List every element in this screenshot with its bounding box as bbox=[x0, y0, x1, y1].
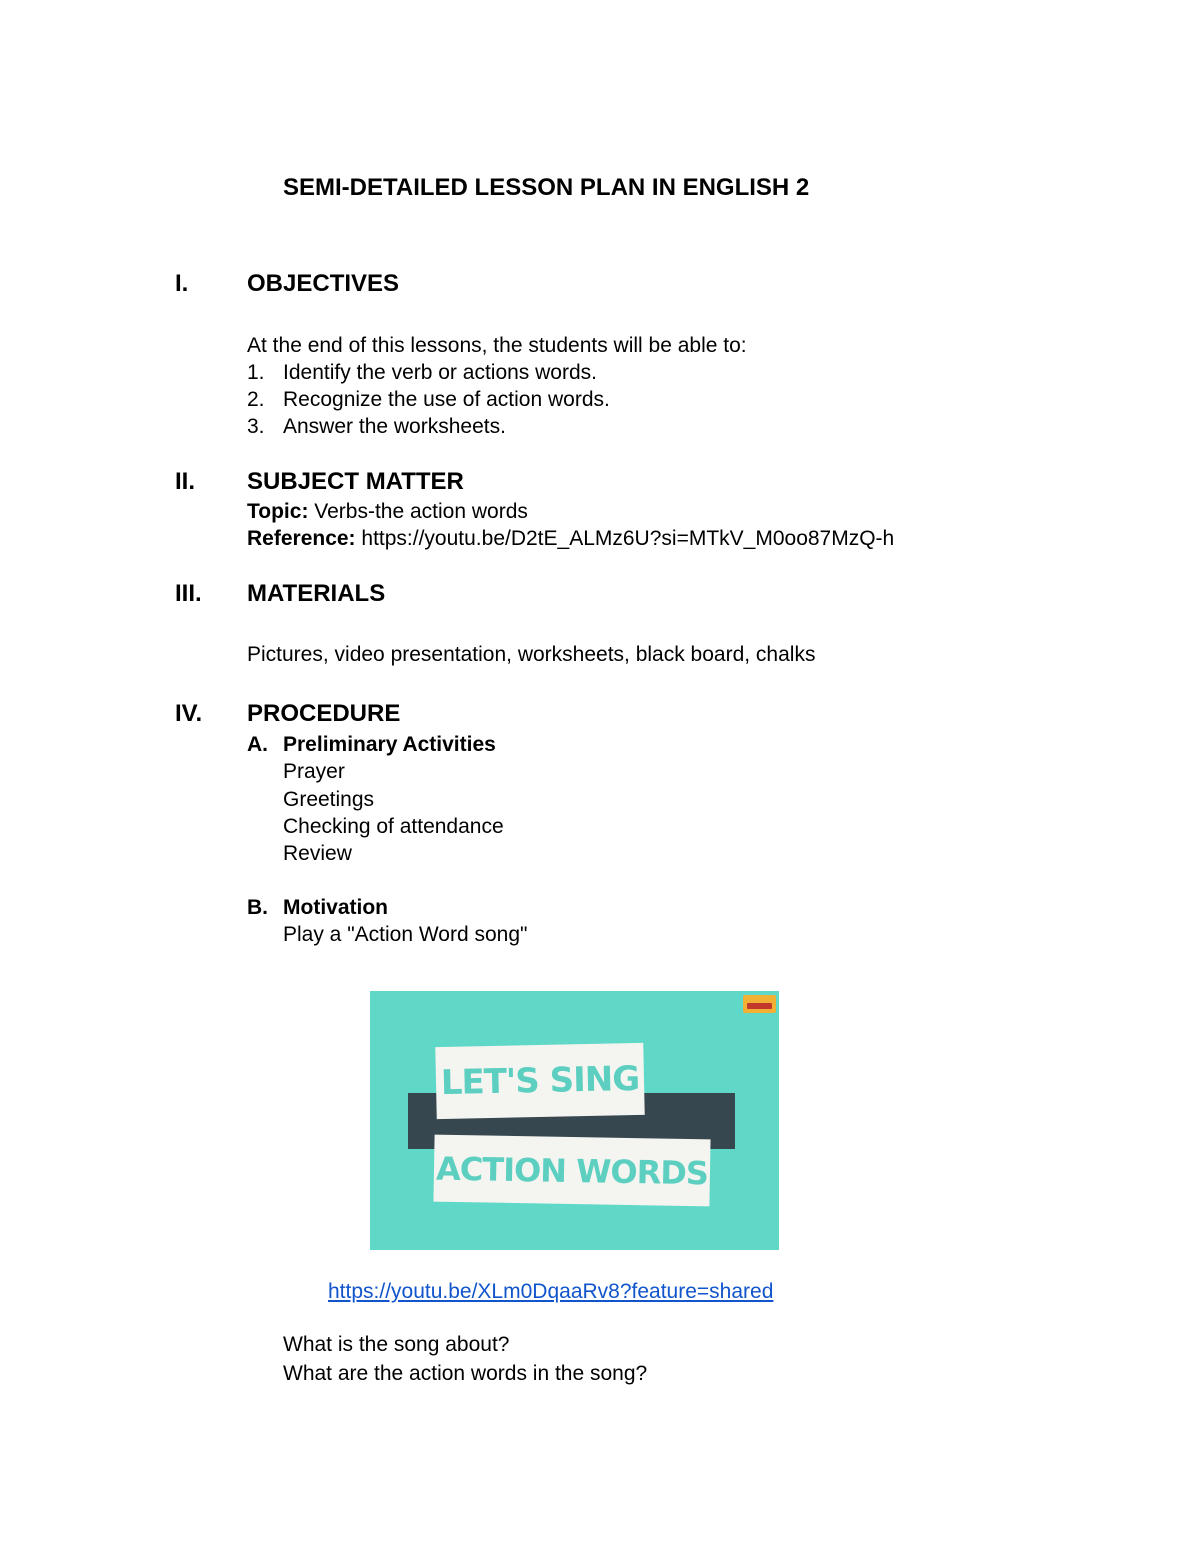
song-video-link[interactable]: https://youtu.be/XLm0DqaaRv8?feature=shared bbox=[328, 1280, 774, 1303]
page-title: SEMI-DETAILED LESSON PLAN IN ENGLISH 2 bbox=[283, 174, 810, 201]
video-thumbnail bbox=[370, 991, 779, 1250]
subsection-letter: A. bbox=[247, 733, 268, 756]
objective-item: Recognize the use of action words. bbox=[283, 388, 610, 411]
reference-value: https://youtu.be/D2tE_ALMz6U?si=MTkV_M0oo87MzQ-h bbox=[361, 527, 895, 550]
channel-logo-icon bbox=[743, 995, 776, 1013]
discussion-question: What is the song about? bbox=[283, 1333, 510, 1356]
subsection-letter: B. bbox=[247, 896, 268, 919]
preliminary-item: Review bbox=[283, 842, 352, 865]
section-number-objectives: I. bbox=[175, 270, 189, 297]
subsection-title-preliminary: Preliminary Activities bbox=[283, 733, 496, 756]
thumbnail-banner-line2: ACTION WORDS bbox=[433, 1135, 710, 1207]
materials-text: Pictures, video presentation, worksheets, black board, chalks bbox=[247, 643, 816, 666]
preliminary-item: Prayer bbox=[283, 760, 345, 783]
thumbnail-banner-line1: LET'S SING bbox=[435, 1043, 644, 1119]
section-title-subject-matter: SUBJECT MATTER bbox=[247, 468, 464, 495]
objective-item: Answer the worksheets. bbox=[283, 415, 506, 438]
preliminary-item: Checking of attendance bbox=[283, 815, 504, 838]
section-number-materials: III. bbox=[175, 580, 202, 607]
subsection-title-motivation: Motivation bbox=[283, 896, 388, 919]
section-number-procedure: IV. bbox=[175, 700, 203, 727]
objective-item: Identify the verb or actions words. bbox=[283, 361, 597, 384]
objectives-intro: At the end of this lessons, the students will be able to: bbox=[247, 334, 747, 357]
objective-number: 3. bbox=[247, 415, 265, 438]
section-title-materials: MATERIALS bbox=[247, 580, 386, 607]
objective-number: 1. bbox=[247, 361, 265, 384]
section-number-subject-matter: II. bbox=[175, 468, 196, 495]
topic-value: Verbs-the action words bbox=[314, 500, 528, 523]
topic-line bbox=[247, 500, 528, 524]
preliminary-item: Greetings bbox=[283, 788, 375, 811]
discussion-question: What are the action words in the song? bbox=[283, 1362, 648, 1385]
reference-label: Reference: bbox=[247, 527, 356, 550]
reference-line bbox=[247, 527, 894, 551]
section-title-objectives: OBJECTIVES bbox=[247, 270, 400, 297]
section-title-procedure: PROCEDURE bbox=[247, 700, 401, 727]
objective-number: 2. bbox=[247, 388, 265, 411]
motivation-text: Play a "Action Word song" bbox=[283, 923, 528, 946]
topic-label: Topic: bbox=[247, 500, 309, 523]
